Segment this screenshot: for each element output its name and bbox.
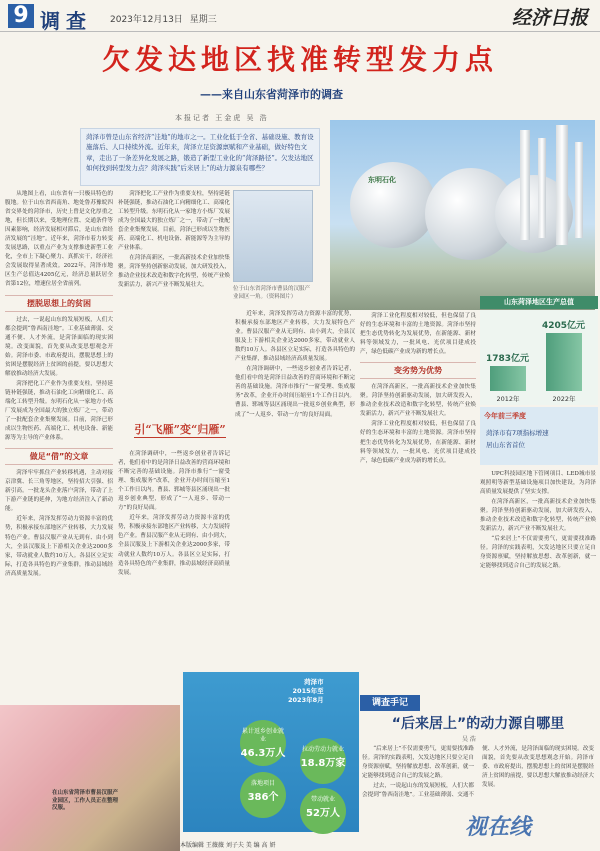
section-heading: 摆脱思想上的贫困 — [5, 295, 113, 312]
column-4 — [235, 310, 355, 670]
masthead — [0, 0, 600, 32]
stat-bubble — [240, 772, 286, 818]
distillation-tower — [538, 138, 546, 238]
stat-label: 带动就业 — [310, 796, 335, 803]
bar-2022 — [546, 333, 582, 391]
paragraph: 过去，一说起山东的发展短板，人们大都会提到“鲁西南洼地”。工业基础薄弱、交通不便、人才外流，是菏泽面临的现实困境。改变面貌，首先要从改变思想观念开始。菏泽市委、市政府提出，摆脱思想上的贫困是摆脱经济上贫困的前提，要以思想大解放推动经济大发展。 — [5, 316, 113, 377]
headline: 欠发达地区找准转型发力点 — [101, 43, 498, 76]
bar-value-2012: 1783亿元 — [486, 354, 530, 364]
paragraph: 在菏泽高新区，一批高新技术企业加快集聚。菏泽坚持创新驱动发展，加大研发投入，推动企业技术改造和数字化转型，传统产业焕发新活力，新兴产业不断发展壮大。 — [360, 384, 476, 418]
stats-period-end: 2023年8月 — [288, 696, 324, 705]
stat-label: 拉动劳动力就业 — [301, 746, 344, 753]
sidebar-byline: 吴 浩 — [462, 736, 476, 743]
gdp-bar-chart — [480, 310, 598, 405]
section-heading: 做足“借”的文章 — [5, 448, 113, 465]
paragraph: 菏泽牢牢抓住产业转移机遇，主动对接京津冀、长三角等地区，坚持招大引强、招新引高。一批龙头企业落户菏泽，带动了上下游产业链的延伸，为地方经济注入了新动能。 — [5, 470, 113, 513]
subhead: ——来自山东省菏泽市的调查 — [200, 88, 343, 101]
distillation-tower — [575, 142, 583, 238]
paragraph: 菏泽工业化程度相对较低，但也保留了良好的生态环境和丰富的土地资源。菏泽市坚持把生态优势转化为发展优势，在新能源、新材料等领域发力，一批风电、光伏项目建成投产，绿色低碳产业成为新的增长点。 — [360, 421, 476, 464]
section-name: 调查 — [40, 9, 92, 33]
weekday-text: 星期三 — [189, 15, 217, 25]
bar-2012 — [490, 366, 526, 391]
byline: 本报记者 王金虎 吴 浩 — [175, 114, 269, 122]
stat-value: 386个 — [247, 791, 279, 803]
paragraph: 在菏泽调研中，一些返乡创业者告诉记者，他们看中的是菏泽日益改善的营商环境和不断完善的基础设施。菏泽市推行“一窗受理、集成服务”改革，企业开办时间压缩至1个工作日以内。曹县、郓城等县区涌现出一批返乡创业典型，形成了“一人返乡、带动一方”的良好局面。 — [235, 366, 355, 418]
column-5 — [360, 312, 476, 692]
paragraph: 在菏泽高新区，一批高新技术企业加快集聚。菏泽坚持创新驱动发展，加大研发投入，推动企业技术改造和数字化转型，传统产业焕发新活力，新兴产业不断发展壮大。 — [480, 499, 596, 533]
map-text: 菏泽市有7项指标增速 — [486, 429, 549, 437]
paragraph: 近年来，菏泽发挥劳动力资源丰富的优势，积极承接东部地区产业转移，大力发展特色产业。曹县汉服产业从无到有、由小到大，全县汉服及上下游相关企业达2000多家，带动就业人数约10万人。各县区立足实际，打造各具特色的产业集群，推动县域经济高质量发展。 — [235, 311, 355, 363]
distillation-tower — [556, 125, 568, 245]
section-number: 9 — [8, 4, 34, 28]
sidebar-title: “后来居上”的动力源自哪里 — [391, 716, 565, 732]
map-text: 居山东省首位 — [486, 441, 525, 449]
paragraph: 近年来，菏泽发挥劳动力资源丰富的优势，积极承接东部地区产业转移，大力发展特色产业。曹县汉服产业从无到有、由小到大，全县汉服及上下游相关企业达2000多家，带动就业人数约10万人。各县区立足实际，打造各具特色的产业集群，推动县域经济高质量发展。 — [5, 516, 113, 577]
illustration-caption: 位于山东省菏泽市曹县的汉服产业园区一角。（资料图片） — [233, 286, 311, 300]
page-credits: 本版编辑 王薇薇 刘子夫 美 编 高 妍 — [180, 842, 276, 849]
bar-label-2022: 2022年 — [552, 395, 576, 403]
stat-bubble — [240, 720, 286, 766]
paragraph: “后来居上”不仅需要勇气，更需要找准路径。菏泽的实践表明，欠发达地区只要立足自身资源禀赋，坚持解放思想、改革创新，就一定能够找到适合自己的发展之路。 — [362, 746, 475, 780]
stat-bubble — [300, 738, 346, 784]
stat-label: 落地项目 — [250, 780, 275, 787]
stats-period-city: 菏泽市 — [304, 678, 324, 686]
stat-value: 52万人 — [306, 807, 340, 819]
paragraph: 在菏泽高新区，一批高新技术企业加快集聚。菏泽坚持创新驱动发展，加大研发投入，推动企业技术改造和数字化转型，传统产业焕发新活力，新兴产业不断发展壮大。 — [118, 255, 230, 289]
stat-label: 累计返乡创业就业 — [241, 728, 284, 743]
distillation-tower — [520, 130, 530, 240]
stats-period-start: 2015年至 — [292, 687, 324, 696]
paragraph: 菏泽工业化程度相对较低，但也保留了良好的生态环境和丰富的土地资源。菏泽市坚持把生态优势转化为发展优势，在新能源、新材料等领域发力，一批风电、光伏项目建成投产，绿色低碳产业成为新的增长点。 — [360, 313, 476, 356]
paragraph: 过去，一说起山东的发展短板，人们大都会提到“鲁西南洼地”。工业基础薄弱、交通不便、人才外流，是菏泽面临的现实困境。改变面貌，首先要从改变思想观念开始。菏泽市委、市政府提出，摆脱思想上的贫困是摆脱经济上贫困的前提，要以思想大解放推动经济大发展。 — [362, 746, 594, 799]
factory-photo — [330, 120, 595, 310]
paragraph: 近年来，菏泽发挥劳动力资源丰富的优势，积极承接东部地区产业转移，大力发展特色产业。曹县汉服产业从无到有、由小到大，全县汉服及上下游相关企业达2000多家，带动就业人数约10万人。各县区立足实际，打造各具特色的产业集群，推动县域经济高质量发展。 — [118, 515, 230, 576]
lead-paragraph: 菏泽市曾是山东省经济“洼地”的地市之一。工业化低于全省、基础设施、教育设施落后、人口持续外流。近年来，菏泽立足资源禀赋和产业基础，做好特色文章，走出了一条差异化发展之路，锻造了新型工业化的“菏泽路径”。欠发达地区如何找到转型发力点？菏泽实践“后来居上”的动力源泉有哪些？ — [80, 128, 320, 186]
paragraph: UPC科技园区地下管网项目、LED城市景观照明等新型基础设施项目加快建设，为菏泽高质量发展提供了坚实支撑。 — [480, 471, 596, 496]
bar-value-2022: 4205亿元 — [542, 321, 586, 331]
sidebar-label: 调查手记 — [360, 695, 420, 711]
stat-bubble — [300, 788, 346, 834]
issue-date — [110, 12, 221, 25]
map-title: 今年前三季度 — [484, 412, 526, 420]
column-3 — [118, 450, 230, 670]
paragraph: 从地图上看，山东省有一只极具特色的腹地。位于山东省西南角、地处鲁苏豫皖四省交界处的菏泽市，历史上曾是文化厚重之地，但长期以来，受地理位置、交通条件等因素影响，经济发展相对滞后，是山东省经济发展的“洼地”。近年来，菏泽市着力转变发展思路，以重点产业为支撑推进新型工业化，全市上下凝心聚力、真抓实干，经济社会发展取得显著成效。2022年，菏泽市地区生产总值达4205亿元，经济总量跃居全省第12位，增速位居全省前列。 — [5, 191, 113, 288]
column-6 — [480, 470, 596, 692]
stat-value: 46.3万人 — [240, 747, 286, 759]
hanfu-photo-caption: 在山东省菏泽市曹县汉服产业园区，工作人员正在整理汉服。 — [52, 790, 119, 812]
chart-title: 山东菏泽地区生产总值 — [480, 296, 598, 309]
illustration-photo — [233, 190, 313, 282]
date-text: 2023年12月13日 — [110, 15, 183, 25]
stats-period — [288, 678, 324, 705]
paragraph: 菏泽把化工产业作为重要支柱，坚持延链补链强链，推动石油化工向精细化工、高端化工转型升级。东明石化从一家地方小炼厂发展成为全国最大的独立炼厂之一，带动了一批配套企业集聚发展。目前，菏泽已形成以生物医药、高端化工、机电设备、新能源等为主导的产业体系。 — [5, 380, 113, 442]
tank-logo: 东明石化 — [368, 176, 396, 184]
pull-quote-text: 引“飞雁”变“归雁” — [134, 423, 226, 436]
paragraph: “后来居上”不仅需要勇气，更需要找准路径。菏泽的实践表明，欠发达地区只要立足自身资源禀赋，坚持解放思想、改革创新，就一定能够找到适合自己的发展之路。 — [480, 536, 596, 570]
section-heading: 变劣势为优势 — [360, 362, 476, 379]
column-2 — [118, 190, 230, 410]
newspaper-brand: 经济日报 — [511, 7, 588, 29]
bar-label-2012: 2012年 — [496, 395, 520, 403]
watermark: 视在线 — [465, 815, 532, 840]
paragraph: 菏泽把化工产业作为重要支柱，坚持延链补链强链，推动石油化工向精细化工、高端化工转型升级。东明石化从一家地方小炼厂发展成为全国最大的独立炼厂之一，带动了一批配套企业集聚发展。目前，菏泽已形成以生物医药、高端化工、机电设备、新能源等为主导的产业体系。 — [118, 191, 230, 252]
stat-value: 18.8万家 — [300, 757, 346, 769]
hanfu-photo — [0, 705, 180, 851]
paragraph: 在菏泽调研中，一些返乡创业者告诉记者，他们看中的是菏泽日益改善的营商环境和不断完善的基础设施。菏泽市推行“一窗受理、集成服务”改革，企业开办时间压缩至1个工作日以内。曹县、郓城等县区涌现出一批返乡创业典型，形成了“一人返乡、带动一方”的良好局面。 — [118, 451, 230, 512]
pull-quote — [130, 413, 230, 447]
